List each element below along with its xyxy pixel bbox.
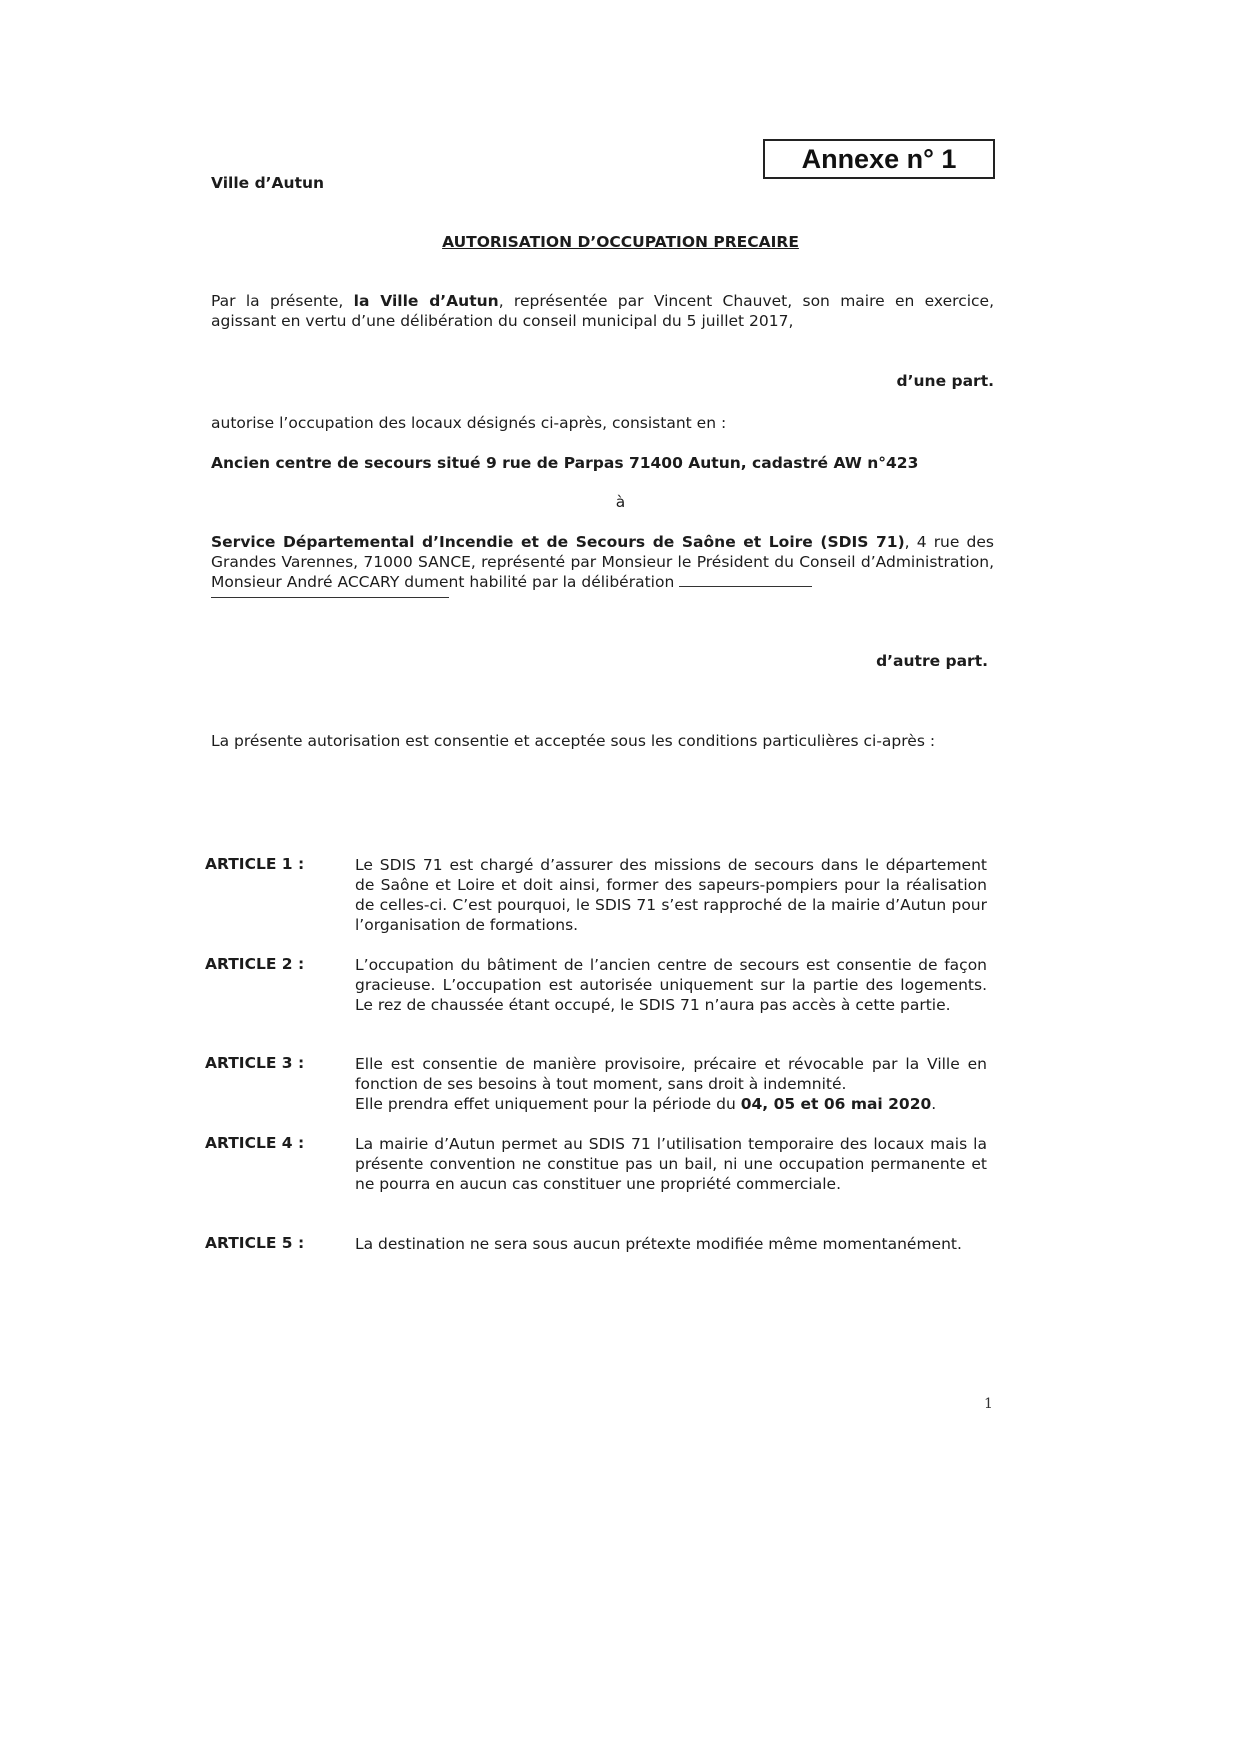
article-3-label: ARTICLE 3 :	[205, 1054, 305, 1072]
article-5-text: La destination ne sera sous aucun prétexte modifiée même momentanément.	[355, 1235, 962, 1253]
document-title: AUTORISATION D’OCCUPATION PRECAIRE	[442, 233, 799, 251]
to-word: à	[615, 493, 626, 511]
article-3-period-dates: 04, 05 et 06 mai 2020	[740, 1095, 932, 1113]
article-3-period-suffix: .	[931, 1095, 937, 1113]
article-1-label: ARTICLE 1 :	[205, 855, 305, 873]
article-2-text: L’occupation du bâtiment de l’ancien centre de secours est consentie de façon gracieuse. L’occupation est autorisée uniquement sur la partie des logements. Le rez de chaussée étant occupé, le SDIS 71 n’aura pas accès à cette partie.	[355, 956, 987, 1014]
second-party-label: d’autre part.	[876, 652, 988, 670]
blank-line	[679, 572, 812, 587]
article-4-label: ARTICLE 4 :	[205, 1134, 305, 1152]
beneficiary-rest: , 4 rue des Grandes Varennes, 71000 SANCE, représenté par Monsieur le Président du Conseil d’Administration, Monsieur André ACCARY dument habilité par la délibération	[211, 533, 994, 591]
conditions-intro: La présente autorisation est consentie et acceptée sous les conditions particulières ci-après :	[211, 732, 936, 750]
intro-rest: , représentée par Vincent Chauvet, son maire en exercice, agissant en vertu d’une délibération du conseil municipal du 5 juillet 2017,	[211, 292, 995, 330]
article-3-text	[355, 1054, 987, 1114]
intro-entity: la Ville d’Autun	[353, 292, 499, 310]
blank-line	[211, 597, 449, 598]
article-3-line-1: Elle est consentie de manière provisoire, précaire et révocable par la Ville en fonction de ses besoins à tout moment, sans droit à indemnité.	[355, 1055, 987, 1093]
authorize-text: autorise l’occupation des locaux désignés ci-après, consistant en :	[211, 414, 727, 432]
article-3-period-prefix: Elle prendra effet uniquement pour la période du	[355, 1095, 741, 1113]
article-3-line-2	[355, 1094, 987, 1114]
article-2-label: ARTICLE 2 :	[205, 955, 305, 973]
city-name: Ville d’Autun	[211, 174, 325, 192]
article-4-text: La mairie d’Autun permet au SDIS 71 l’utilisation temporaire des locaux mais la présente convention ne constitue pas un bail, ni une occupation permanente et ne pourra en aucun cas constituer une propriété commerciale.	[355, 1135, 987, 1193]
article-5-label: ARTICLE 5 :	[205, 1234, 305, 1252]
article-1-text: Le SDIS 71 est chargé d’assurer des missions de secours dans le département de Saône et Loire et doit ainsi, former des sapeurs-pompiers pour la réalisation de celles-ci. C’est pourquoi, le SDIS 71 s’est rapproché de la mairie d’Autun pour l’organisation de formations.	[355, 856, 987, 934]
premises-description: Ancien centre de secours situé 9 rue de Parpas 71400 Autun, cadastré AW n°423	[211, 454, 919, 472]
beneficiary-paragraph	[211, 532, 994, 592]
beneficiary-name: Service Départemental d’Incendie et de Secours de Saône et Loire (SDIS 71)	[211, 533, 905, 551]
annex-label: Annexe n° 1	[763, 139, 995, 179]
intro-paragraph	[211, 291, 994, 331]
intro-prefix: Par la présente,	[211, 292, 354, 310]
page-number: 1	[984, 1396, 993, 1412]
first-party-label: d’une part.	[896, 372, 994, 390]
